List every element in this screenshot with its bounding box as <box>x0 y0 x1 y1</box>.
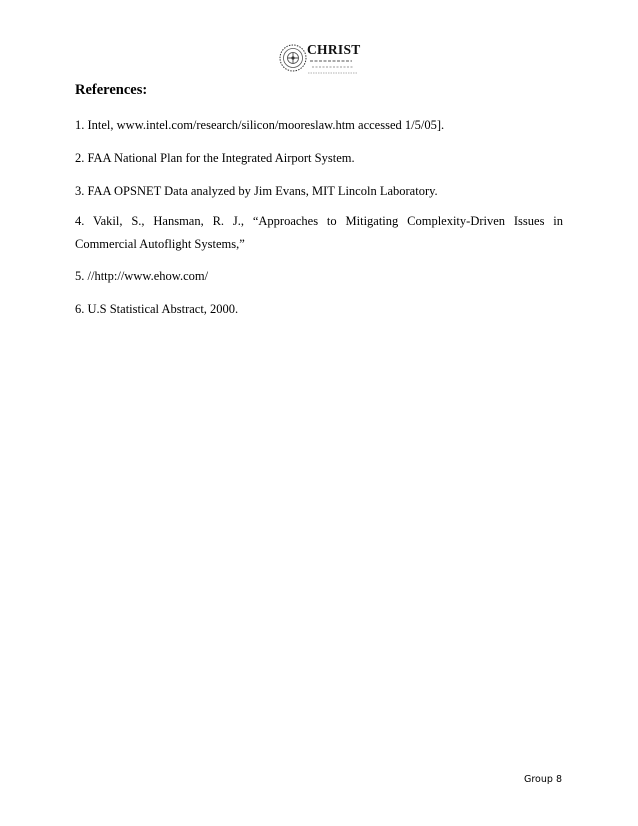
footer-group-label: Group 8 <box>524 774 562 785</box>
reference-item: 2. FAA National Plan for the Integrated Airport System. <box>75 151 355 165</box>
reference-item: 1. Intel, www.intel.com/research/silicon/mooreslaw.htm accessed 1/5/05]. <box>75 118 445 132</box>
logo-wordmark: CHRIST <box>307 42 361 57</box>
reference-item: 6. U.S Statistical Abstract, 2000. <box>75 302 239 316</box>
reference-item: 5. //http://www.ehow.com/ <box>75 269 209 283</box>
institution-logo <box>278 42 362 78</box>
references-heading: References: <box>75 82 148 98</box>
logo-tagline-lines <box>308 58 360 78</box>
references-list <box>75 116 563 318</box>
reference-item: 3. FAA OPSNET Data analyzed by Jim Evans, MIT Lincoln Laboratory. <box>75 184 438 198</box>
reference-item: 4. Vakil, S., Hansman, R. J., “Approaches to Mitigating Complexity-Driven Issues in Commercial Autoflight Systems,” <box>75 214 563 251</box>
